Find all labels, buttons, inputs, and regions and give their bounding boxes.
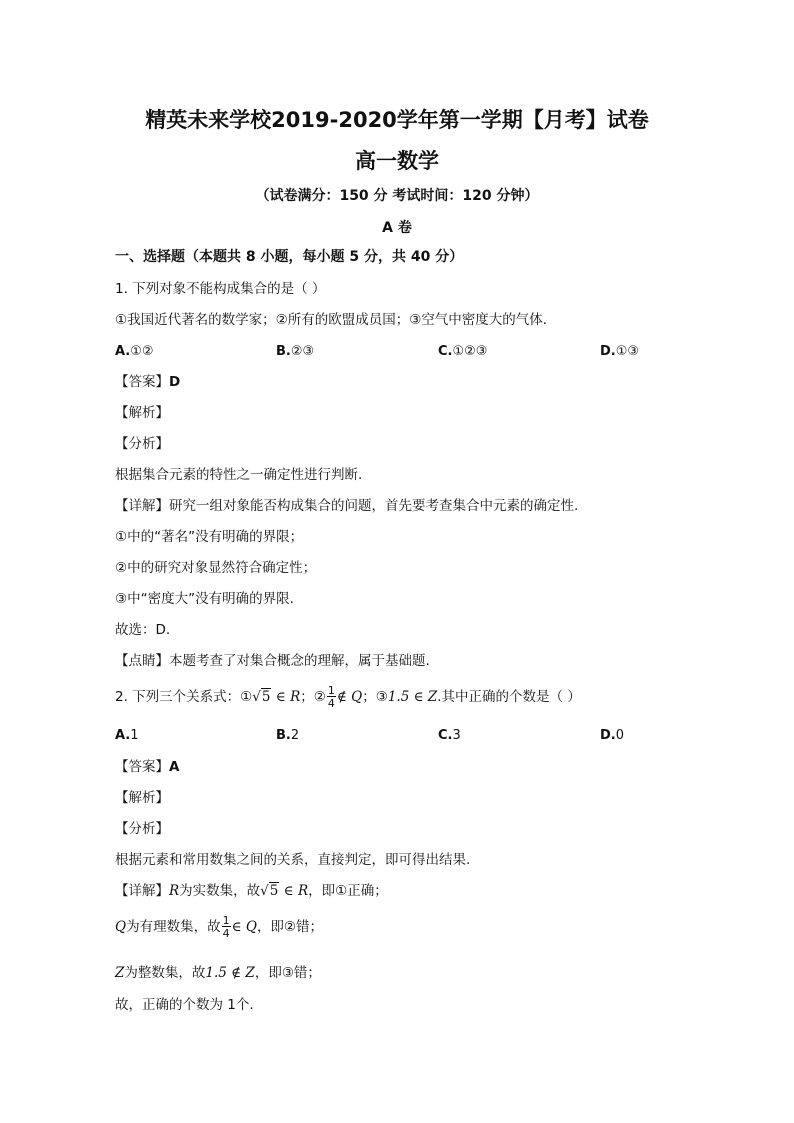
q2-fenxi: 根据元素和常用数集之间的关系，直接判定，即可得出结果.	[115, 852, 471, 868]
q1-option-c: C.①②③	[438, 344, 488, 359]
q2-conclusion: 故，正确的个数为 1个.	[115, 997, 254, 1013]
q2-detail-3: Z为整数集，故1.5 ∉ Z，即③错；	[115, 965, 321, 981]
q2-answer: 【答案】A	[115, 759, 180, 775]
q2-detail-1: 【详解】R为实数集，故√5 ∈ R，即①正确；	[115, 883, 388, 899]
q2-fenxi-label: 【分析】	[115, 821, 169, 837]
q2-option-c: C.3	[438, 728, 461, 743]
q1-choose: 故选：D.	[115, 622, 171, 638]
q1-detail: 【详解】研究一组对象能否构成集合的问题，首先要考查集合中元素的确定性.	[115, 498, 579, 514]
fraction-one-quarter: $\frac{1}{4}$	[327, 684, 335, 710]
q1-detail-1: ①中的“著名”没有明确的界限；	[115, 529, 304, 545]
q1-option-d: D.①③	[600, 344, 640, 359]
q1-stem: 1. 下列对象不能构成集合的是（ ）	[115, 281, 326, 297]
exam-subject: 高一数学	[355, 149, 439, 173]
q1-analysis-label: 【解析】	[115, 405, 169, 421]
exam-title: 精英未来学校2019-2020学年第一学期【月考】试卷	[145, 108, 649, 132]
exam-info: （试卷满分：150 分 考试时间：120 分钟）	[255, 188, 539, 204]
exam-volume: A 卷	[382, 220, 412, 236]
q1-option-b: B.②③	[276, 344, 315, 359]
q1-detail-2: ②中的研究对象显然符合确定性；	[115, 560, 317, 576]
q2-option-d: D.0	[600, 728, 625, 743]
section-heading: 一、选择题（本题共 8 小题，每小题 5 分，共 40 分）	[115, 249, 464, 265]
q2-option-a: A.1	[115, 728, 139, 743]
q1-detail-3: ③中“密度大”没有明确的界限.	[115, 591, 294, 607]
q2-stem: 2. 下列三个关系式：①√5 ∈ R；② $\frac{1}{4}$ ∉ Q；③1.5 ∈ Z.其中正确的个数是（ ）	[115, 684, 581, 710]
q2-analysis-label: 【解析】	[115, 790, 169, 806]
q1-dianjing: 【点睛】本题考查了对集合概念的理解，属于基础题.	[115, 653, 430, 669]
q1-option-a: A.①②	[115, 344, 154, 359]
q2-option-b: B.2	[276, 728, 300, 743]
q1-fenxi: 根据集合元素的特性之一确定性进行判断.	[115, 467, 363, 483]
q1-answer: 【答案】D	[115, 374, 181, 390]
sqrt-5-expression: √5	[252, 689, 271, 705]
q1-fenxi-label: 【分析】	[115, 436, 169, 452]
q1-items: ①我国近代著名的数学家；②所有的欧盟成员国；③空气中密度大的气体.	[115, 312, 548, 328]
q2-detail-2: Q为有理数集，故 $\frac{1}{4}$ ∈ Q，即②错；	[115, 914, 324, 940]
